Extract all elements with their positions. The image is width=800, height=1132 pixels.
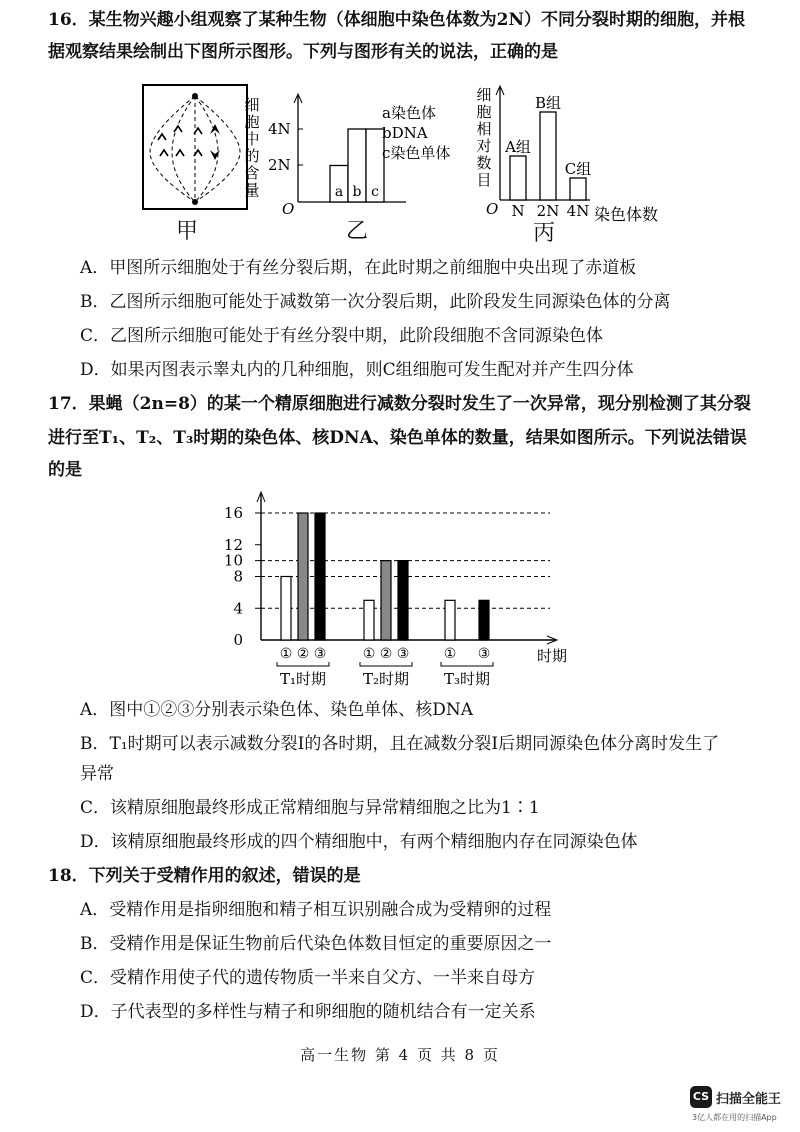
t-y-tick: 0 (233, 631, 243, 649)
yi-bar-label: b (352, 184, 362, 200)
bing-ylabel-char: 胞 (476, 103, 492, 121)
t-category-label: T₁时期 (279, 670, 327, 688)
bing-group-label: C组 (564, 160, 592, 178)
q17-option-c: C．该精原细胞最终形成正常精细胞与异常精细胞之比为1∶1 (80, 798, 540, 818)
bing-x-tick: N (511, 202, 525, 220)
t-bar-2-3 (398, 561, 408, 640)
t-series-label: ③ (396, 646, 410, 662)
t-bar-3-1 (445, 600, 455, 640)
yi-ylabel-char: 的 (244, 147, 260, 165)
bing-bar-0 (510, 156, 526, 200)
bing-xlabel: 染色体数 (594, 205, 659, 224)
figure-q17-chart (215, 488, 585, 694)
watermark (690, 1086, 796, 1126)
t-series-label: ③ (313, 646, 327, 662)
yi-tick-4n: 4N (268, 120, 291, 138)
q18-option-a: A．受精作用是指卵细胞和精子相互识别融合成为受精卵的过程 (80, 900, 552, 920)
q17-option-b-cont: 异常 (80, 764, 114, 784)
t-bar-3-3 (479, 600, 489, 640)
t-bar-2-1 (364, 600, 374, 640)
bing-ylabel-char: 相 (476, 120, 492, 138)
yi-ylabel-char: 含 (244, 164, 260, 182)
t-y-tick: 10 (223, 551, 243, 570)
yi-legend-a: a染色体 (382, 104, 436, 122)
q16-stem-line1: 16．某生物兴趣小组观察了某种生物（体细胞中染色体数为2N）不同分裂时期的细胞，并根 (48, 10, 746, 30)
watermark-name: 扫描全能王 (716, 1092, 782, 1107)
q16-stem-line2: 据观察结果绘制出下图所示图形。下列与图形有关的说法，正确的是 (48, 42, 558, 62)
t-series-label: ③ (477, 646, 491, 662)
q18-stem: 18．下列关于受精作用的叙述，错误的是 (48, 866, 361, 886)
yi-ylabel-char: 细 (244, 96, 260, 114)
q16-option-b: B．乙图所示细胞可能处于减数第一次分裂后期，此阶段发生同源染色体的分离 (80, 292, 671, 312)
t-group-bracket (277, 662, 329, 666)
t-series-label: ② (296, 646, 310, 662)
q18-option-d: D．子代表型的多样性与精子和卵细胞的随机结合有一定关系 (80, 1002, 536, 1022)
t-group-bracket (360, 662, 412, 666)
bing-ylabel-char: 对 (476, 137, 492, 155)
yi-ylabel-char: 中 (244, 130, 260, 148)
t-group-bracket (441, 662, 493, 666)
q16-option-a: A．甲图所示细胞处于有丝分裂后期，在此时期之前细胞中央出现了赤道板 (80, 258, 637, 278)
t-bar-1-1 (281, 577, 291, 641)
q16-option-c: C．乙图所示细胞可能处于有丝分裂中期，此阶段细胞不含同源染色体 (80, 326, 604, 346)
t-series-label: ① (362, 646, 376, 662)
page-footer: 高一生物 第 4 页 共 8 页 (300, 1046, 500, 1064)
bing-ylabel-char: 细 (476, 86, 492, 104)
bing-bar-2 (570, 178, 586, 200)
t-series-label: ① (443, 646, 457, 662)
q16-option-d: D．如果丙图表示睾丸内的几种细胞，则C组细胞可发生配对并产生四分体 (80, 360, 634, 380)
t-series-label: ② (379, 646, 393, 662)
yi-legend-b: bDNA (382, 124, 428, 142)
t-bar-1-2 (298, 513, 308, 640)
yi-ylabel-char: 胞 (244, 113, 260, 131)
bing-group-label: B组 (534, 94, 562, 112)
q18-option-b: B．受精作用是保证生物前后代染色体数目恒定的重要原因之一 (80, 934, 552, 954)
bing-origin: O (486, 200, 499, 218)
bing-x-tick: 2N (536, 202, 560, 220)
figure-yi (238, 92, 478, 214)
figure-bing-label: 丙 (533, 221, 556, 246)
figure-jia-label: 甲 (176, 219, 199, 244)
bing-group-label: A组 (505, 138, 531, 156)
yi-tick-2n: 2N (268, 156, 291, 174)
q18-option-c: C．受精作用使子代的遗传物质一半来自父方、一半来自母方 (80, 968, 536, 988)
figure-yi-label: 乙 (346, 219, 369, 244)
bing-ylabel-char: 数 (476, 154, 492, 172)
t-bar-1-3 (315, 513, 325, 640)
figure-bing (470, 84, 710, 224)
t-category-label: T₃时期 (443, 670, 491, 688)
q17-stem-line3: 的是 (48, 460, 82, 480)
q17-option-b: B．T₁时期可以表示减数分裂Ⅰ的各时期，且在减数分裂Ⅰ后期同源染色体分离时发生了 (80, 734, 720, 754)
yi-ylabel-char: 量 (244, 181, 260, 199)
yi-bar-label: a (334, 184, 344, 200)
bing-ylabel-char: 目 (476, 171, 492, 189)
cs-logo-icon: CS (690, 1086, 712, 1108)
q17-stem-line1: 17．果蝇（2n=8）的某一个精原细胞进行减数分裂时发生了一次异常，现分别检测了其分裂 (48, 394, 751, 414)
t-y-tick: 8 (233, 567, 243, 586)
t-series-label: ① (279, 646, 293, 662)
figure-jia (140, 82, 250, 212)
t-category-label: T₂时期 (362, 670, 410, 688)
t-y-tick: 12 (223, 535, 243, 554)
q17-option-a: A．图中①②③分别表示染色体、染色单体、核DNA (80, 700, 474, 720)
q17-stem-line2: 进行至T₁、T₂、T₃时期的染色体、核DNA、染色单体的数量，结果如图所示。下列说法错误 (48, 428, 747, 448)
t-y-tick: 4 (233, 599, 243, 618)
yi-bar-label: c (371, 184, 379, 200)
t-xlabel: 时期 (537, 647, 568, 665)
t-bar-2-2 (381, 561, 391, 640)
watermark-sub: 3亿人都在用的扫描App (692, 1113, 777, 1122)
q17-option-d: D．该精原细胞最终形成的四个精细胞中，有两个精细胞内存在同源染色体 (80, 832, 638, 852)
bing-bar-1 (540, 112, 556, 200)
bing-x-tick: 4N (566, 202, 590, 220)
yi-origin: O (282, 200, 295, 214)
t-y-tick: 16 (223, 504, 243, 522)
yi-legend-c: c染色单体 (382, 144, 451, 162)
